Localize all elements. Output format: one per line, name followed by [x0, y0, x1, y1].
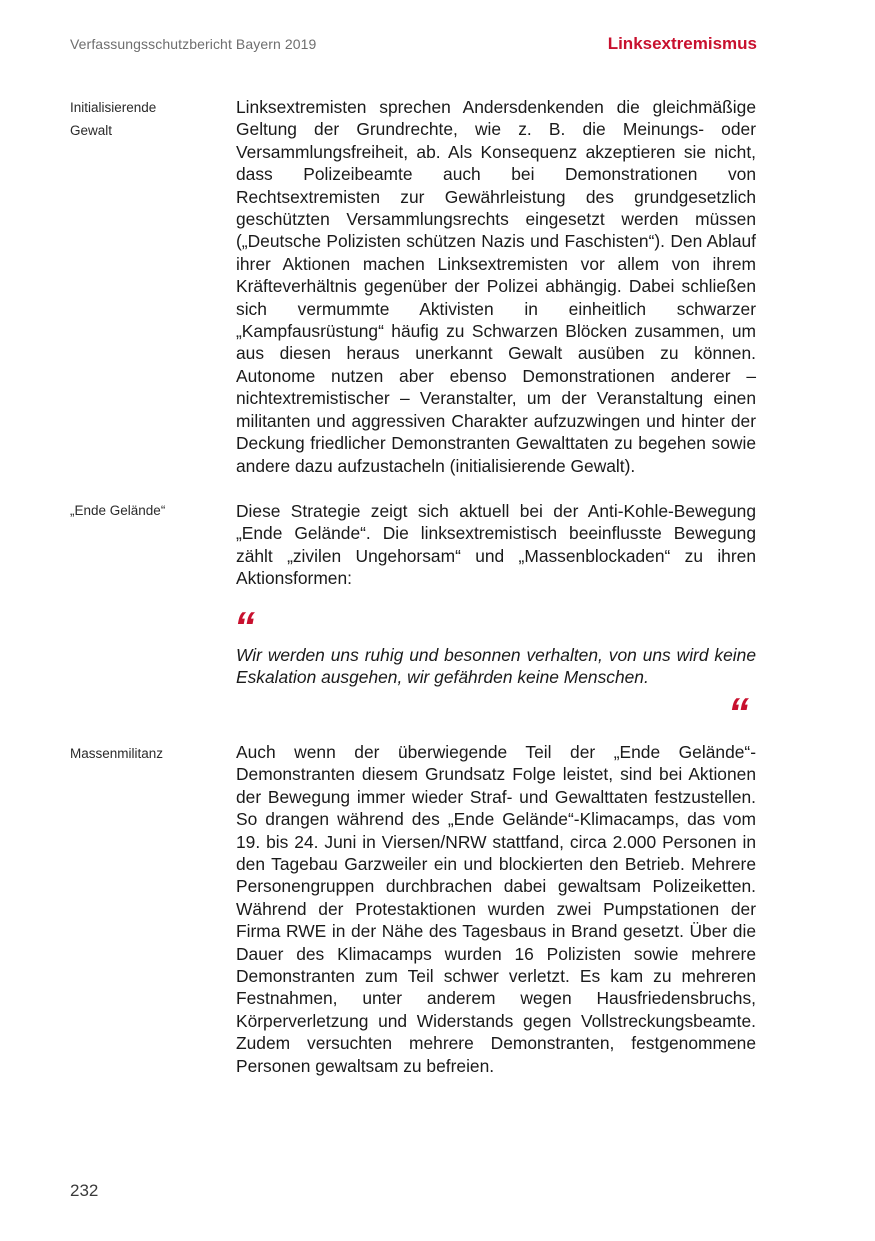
margin-note-ende-gelaende: „Ende Gelände“: [70, 503, 166, 518]
paragraph-ende-gelaende: Diese Strategie zeigt sich aktuell bei der Anti-Kohle-Bewegung „Ende Gelände“. Die linksextremistisch beeinflusste Bewegung zählt „zivilen Ungehorsam“ und „Massenblockaden“ zu ihren Aktionsformen:: [236, 501, 756, 589]
page-header: [70, 34, 757, 58]
page-number: 232: [70, 1181, 99, 1200]
quote-open-mark: “: [234, 603, 252, 650]
margin-note-initialisierende-gewalt: Initialisierende Gewalt: [70, 100, 157, 138]
margin-note-massenmilitanz: Massenmilitanz: [70, 746, 164, 761]
chapter-title: Linksextremismus: [607, 34, 757, 53]
quote-close-mark: “: [728, 689, 746, 736]
paragraph-initialisierende-gewalt: Linksextremisten sprechen Andersdenkenden die gleichmäßige Geltung der Grundrechte, wie z. B. die Meinungs- oder Versammlungsfreiheit, ab. Als Konsequenz akzeptieren sie nicht, dass Polizeibeamte auch bei Demonstrationen von Rechtsextremisten zur Gewährleistung des grundgesetzlich geschützten Versammlungsrechts eingesetzt werden müssen („Deutsche Polizisten schützen Nazis und Faschisten“). Den Ablauf ihrer Aktionen machen Linksextremisten vor allem von ihrem Kräfteverhältnis gegenüber der Polizei abhängig. Dabei schließen sich vermummte Aktivisten in einheitlich schwarzer „Kampfausrüstung“ häufig zu Schwarzen Blöcken zusammen, um aus diesen heraus unerkannt Gewalt ausüben zu können. Autonome nutzen aber ebenso Demonstrationen anderer – nichtextremistischer – Veranstalter, um der Veranstaltung einen militanten und aggressiven Charakter aufzuzwingen und hinter der Deckung friedlicher Demonstranten Gewalttaten zu begehen sowie andere dazu aufzustacheln (initialisierende Gewalt).: [236, 97, 756, 476]
paragraph-massenmilitanz: Auch wenn der überwiegende Teil der „Ende Gelände“-Demonstranten diesem Grundsatz Folge leistet, sind bei Aktionen der Bewegung immer wieder Straf- und Gewalttaten festzustellen. So drangen während des „Ende Gelände“-Klimacamps, das vom 19. bis 24. Juni in Viersen/NRW stattfand, circa 2.000 Personen in den Tagebau Garzweiler ein und blockierten den Betrieb. Mehrere Personengruppen durchbrachen dabei gewaltsam Polizeiketten. Während der Protestaktionen wurden zwei Pumpstationen der Firma RWE in der Nähe des Tagesbaus in Brand gesetzt. Über die Dauer des Klimacamps wurden 16 Polizisten sowie mehrere Demonstranten zum Teil schwer verletzt. Es kam zu mehreren Festnahmen, unter anderem wegen Hausfriedensbruchs, Körperverletzung und Widerstands gegen Vollstreckungsbeamte. Zudem versuchten mehrere Demonstranten, festgenommene Personen gewaltsam zu befreien.: [236, 742, 756, 1076]
quote-text: Wir werden uns ruhig und besonnen verhalten, von uns wird keine Eskalation ausgehen, wir gefährden keine Menschen.: [236, 645, 756, 688]
report-title: Verfassungsschutzbericht Bayern 2019: [70, 36, 317, 52]
